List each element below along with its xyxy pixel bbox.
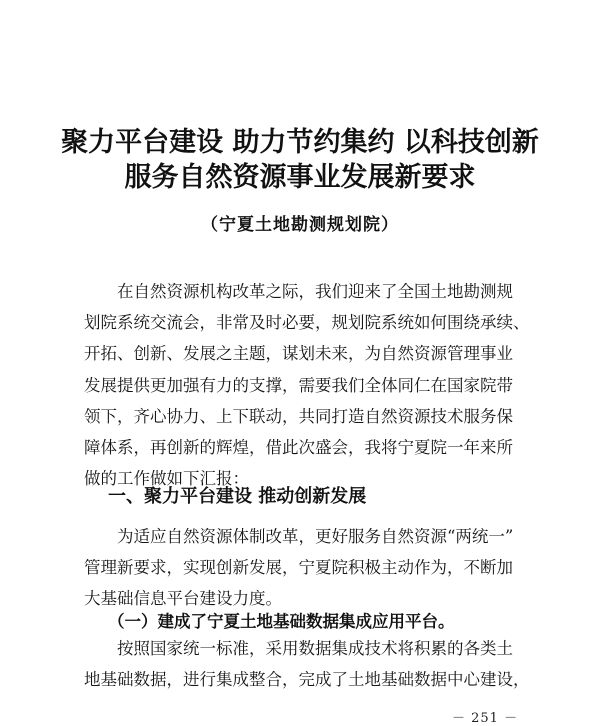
intro-line: 领下，齐心协力、上下联动，共同打造自然资源技术服务保 (84, 406, 513, 426)
subsection-line: 按照国家统一标准，采用数据集成技术将积累的各类土 (117, 639, 513, 658)
subsection-paragraph (84, 633, 530, 695)
section-line: 大基础信息平台建设力度。 (84, 589, 282, 609)
title-line-1: 聚力平台建设 助力节约集约 以科技创新 (61, 127, 539, 158)
title-line-2: 服务自然资源事业发展新要求 (124, 162, 476, 193)
intro-line: 发展提供更加强有力的支撑，需要我们全体同仁在国家院带 (84, 375, 513, 395)
section-paragraph (84, 521, 524, 615)
subsection-line: 地基础数据，进行集成整合，完成了土地基础数据中心建设， (84, 670, 530, 690)
subsection-heading: （一）建成了宁夏土地基础数据集成应用平台。 (108, 612, 455, 631)
intro-line: 在自然资源机构改革之际，我们迎来了全国土地勘测规 (117, 282, 513, 301)
intro-paragraph (84, 276, 530, 494)
intro-line: 障体系，再创新的辉煌，借此次盛会，我将宁夏院一年来所 (84, 438, 513, 458)
section-line: 为适应自然资源体制改革，更好服务自然资源“两统一” (117, 527, 514, 546)
page-number: － 251 － (452, 711, 519, 726)
intro-line: 做的工作做如下汇报： (84, 469, 249, 489)
organization-name: （宁夏土地勘测规划院） (201, 215, 399, 235)
section-line: 管理新要求，实现创新发展，宁夏院积极主动作为，不断加 (84, 558, 513, 578)
intro-line: 划院系统交流会，非常及时必要，规划院系统如何围绕承续、 (84, 313, 530, 333)
section-heading: 一、聚力平台建设 推动创新发展 (108, 486, 367, 507)
intro-line: 开拓、创新、发展之主题，谋划未来，为自然资源管理事业 (84, 344, 513, 364)
